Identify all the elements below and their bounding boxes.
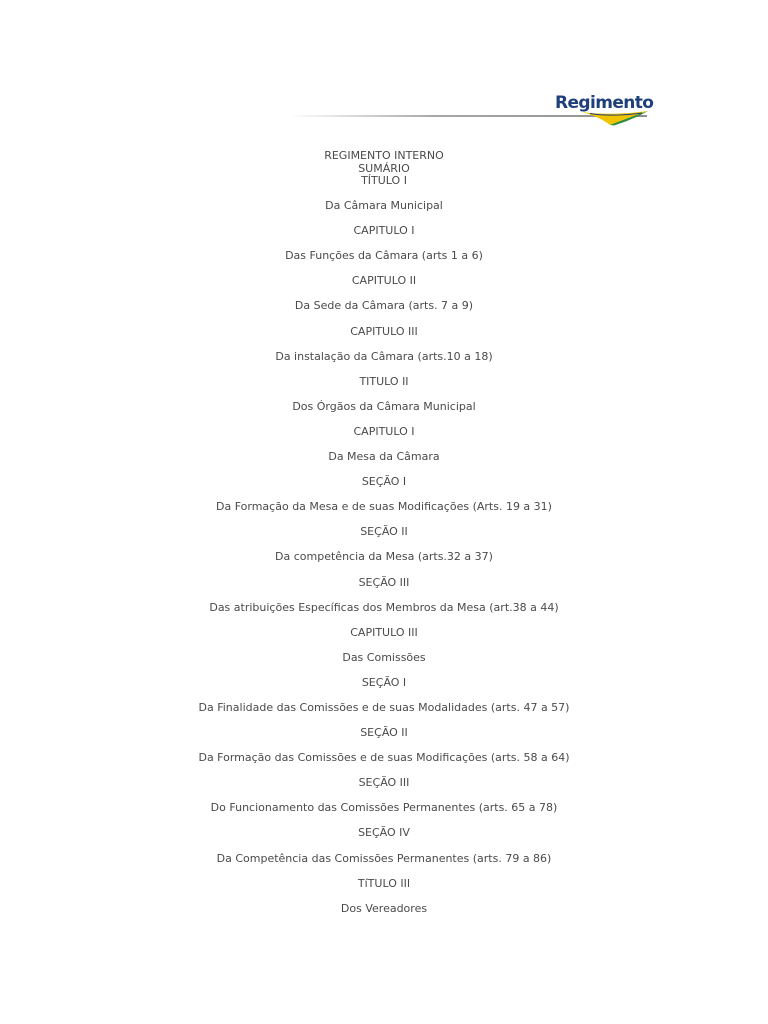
brand-swoosh-icon [580, 110, 650, 126]
toc-entry: Da Câmara Municipal [325, 199, 443, 213]
toc-entry: Das Funções da Câmara (arts 1 a 6) [285, 249, 483, 263]
page-header [0, 0, 768, 130]
toc-entry: Das Comissões [342, 650, 426, 664]
toc-entry: Das atribuições Específicas dos Membros da Mesa (art.38 a 44) [209, 600, 559, 614]
regimento-logo-text: Regimento [555, 93, 654, 113]
doc-subtitle: SUMÁRIO [358, 161, 410, 175]
toc-entry: Dos Vereadores [340, 901, 428, 915]
toc-entry: SEÇÃO I [361, 675, 407, 689]
toc-entry: TíTULO III [357, 876, 411, 890]
toc-entry: CAPITULO I [353, 224, 415, 238]
toc-entry: SEÇÃO II [360, 525, 408, 539]
toc-entry: Da competência da Mesa (arts.32 a 37) [275, 550, 493, 564]
toc-entry: SEÇÃO III [358, 776, 410, 790]
toc-entry: Da Formação das Comissões e de suas Modificações (arts. 58 a 64) [198, 751, 570, 765]
toc-entry: Da instalação da Câmara (arts.10 a 18) [275, 349, 493, 363]
toc-entry: Da Competência das Comissões Permanentes (arts. 79 a 86) [216, 851, 552, 865]
toc-entry: SEÇÃO III [358, 575, 410, 589]
toc-entry: CAPITULO II [351, 274, 417, 288]
toc-entry: Da Formação da Mesa e de suas Modificações (Arts. 19 a 31) [216, 500, 552, 514]
toc-entry: CAPITULO I [353, 424, 415, 438]
doc-title: REGIMENTO INTERNO [324, 149, 444, 162]
toc-entry: Do Funcionamento das Comissões Permanentes (arts. 65 a 78) [210, 801, 558, 815]
table-of-contents [0, 150, 768, 915]
toc-entry: Da Finalidade das Comissões e de suas Modalidades (arts. 47 a 57) [198, 700, 570, 714]
toc-entry: CAPITULO III [350, 324, 418, 338]
toc-entry: SEÇÃO II [360, 726, 408, 740]
toc-entry: Da Sede da Câmara (arts. 7 a 9) [294, 299, 474, 313]
toc-entry: SEÇÃO IV [358, 826, 410, 840]
toc-entry: Da Mesa da Câmara [328, 450, 440, 464]
toc-entry: SEÇÃO I [361, 475, 407, 489]
toc-entry: Dos Órgãos da Câmara Municipal [292, 399, 476, 413]
toc-entry: CAPITULO III [350, 625, 418, 639]
toc-title-i: TÍTULO I [361, 174, 407, 187]
toc-entry: TITULO II [359, 374, 409, 388]
